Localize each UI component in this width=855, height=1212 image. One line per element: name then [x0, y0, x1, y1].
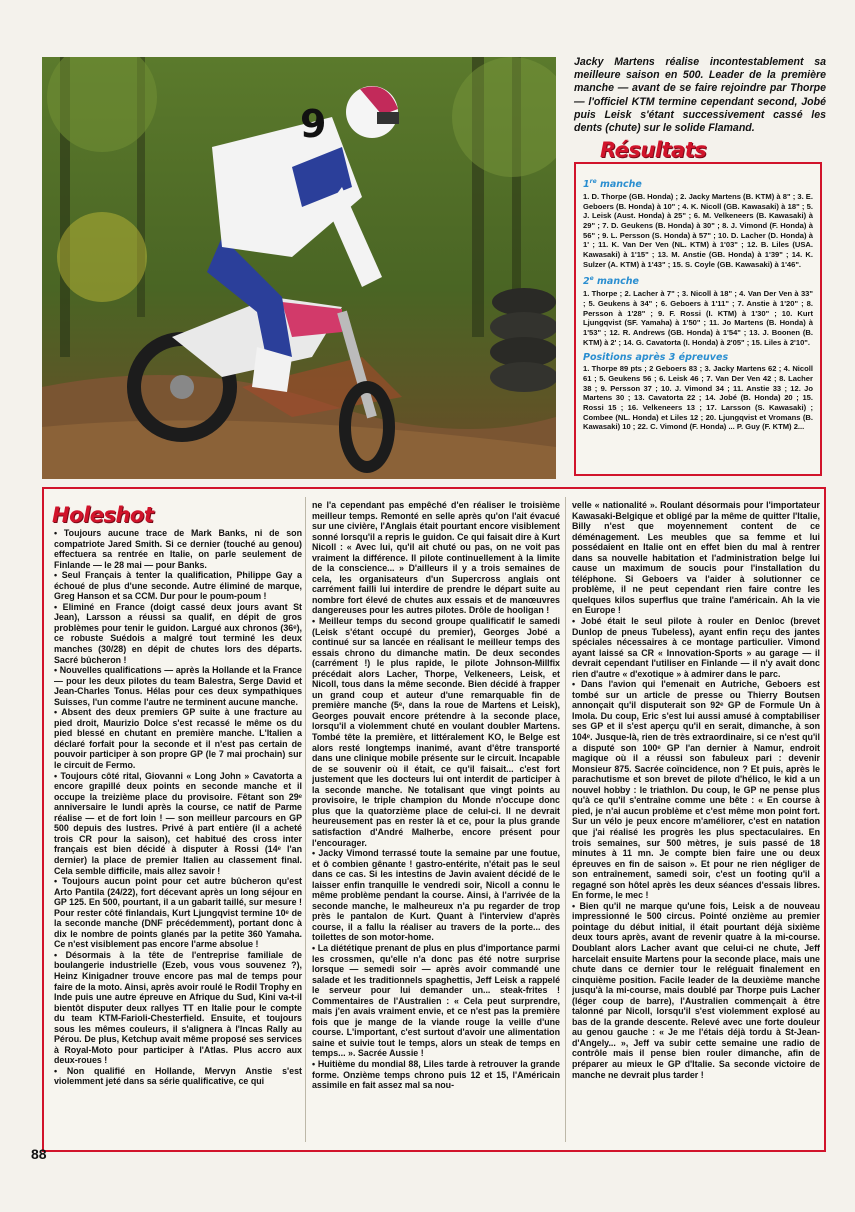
paragraph: • Meilleur temps du second groupe qualificatif le samedi (Leisk s'étant occupé du premier), Georges Jobé a continué sur sa lancée en réalisant le meilleur temps des essais chrono du dimanche matin. De deux secondes (carrément !) le plus rapide, le pilote Johnson-Millfix précédait alors Lacher, Thorpe, Velkeneers, Leisk, et Nicoll, tous dans la même seconde. Bien décidé à frapper un grand coup et auteur d'une remarquable fin de première manche (5ᵉ, dans la roue de Martens et Leisk), Georges pouvait encore prétendre à la seconde place, lorsqu'il a violemment chuté en voulant doubler Martens. Tombé tête la première, et littéralement KO, le Belge est alors resté longtemps inanimé, avant d'être transporté dans une clinique mobile présente sur le circuit. Incapable de se souvenir où il était, ce qu'il faisait... c'est fort justement que les docteurs lui ont interdit de participer à la seconde manche. Ne totalisant que vingt points au provisoire, le triple champion du Monde n'occupe donc plus que la quatorzième place de celui-ci. Il ne devrait heureusement pas en rester là et ce, pour la plus grande satisfaction d'André Malherbe, encore présent pour l'encourager.: [312, 616, 560, 848]
paragraph: • Absent des deux premiers GP suite à une fracture au pied droit, Maurizio Dolce s'est recassé le même os du pied blessé en chutant en première manche. L'Italien a déclaré forfait pour la seconde et il n'est pas certain de pouvoir participer à son propre GP (le 7 mai prochain) sur le circuit de Fermo.: [54, 707, 302, 771]
svg-text:9: 9: [300, 102, 327, 146]
paragraph: • Nouvelles qualifications — après la Hollande et la France — pour les deux pilotes du team Balestra, Serge David et Jean-Charles Tonus. Hélas pour ces deux sympathiques Suisses, l'un comme l'autre ne terminent aucune manche.: [54, 665, 302, 707]
results-manche-2: 1. Thorpe ; 2. Lacher à 7" ; 3. Nicoll à 18" ; 4. Van Der Ven à 33" ; 5. Geukens à 34" ; 6. Geboers à 1'11" ; 7. Anstie à 1'20" ; 8. Persson à 1'28" ; 9. F. Rossi (I. KTM) à 1'30" ; 10. Kurt Ljungqvist (SF. Yamaha) à 1'50" ; 11. Jo Martens (B. Honda) à 1'53" ; 12. R. Andrews (GB. Honda) à 1'54" ; 13. J. Boonen (B. KTM) à 2' ; 14. G. Cavatorta (I. Honda) à 2'05" ; 15. Liles à 2'10".: [583, 289, 813, 347]
page-number: 88: [31, 1146, 47, 1162]
paragraph: • Huitième du mondial 88, Liles tarde à retrouver la grande forme. Onzième temps chrono puis 12 et 15, l'Américain assimile en fait assez mal sa nou-: [312, 1058, 560, 1091]
results-title: Résultats: [600, 138, 707, 162]
results-heading-manche-1: 1re manche: [583, 178, 642, 191]
paragraph: • Non qualifié en Hollande, Mervyn Anstie s'est violemment jeté dans sa série qualificative, ce qui: [54, 1065, 302, 1087]
column-divider: [565, 497, 566, 1142]
paragraph: • La diététique prenant de plus en plus d'importance parmi les crossmen, qu'elle n'a donc pas été notre surprise lorsque — semedi soir — après avoir commandé une salade et les traditionnels spaghettis, Jeff Leisk a rappelé le serveur pour lui demander un... steak-frites ! Commentaires de l'Australien : « Cela peut surprendre, mais j'en avais vraiment envie, et ce n'est pas la première fois que je mange de la viande rouge la veille d'une course. L'important, c'est surtout d'avoir une alimentation saine et suivie tout le temps, alors un steak de temps en temps... ». Sacrée Aussie !: [312, 942, 560, 1059]
column-divider: [305, 497, 306, 1142]
results-manche-1: 1. D. Thorpe (GB. Honda) ; 2. Jacky Martens (B. KTM) à 8" ; 3. E. Geboers (B. Honda) à 10" ; 4. K. Nicoll (GB. Kawasaki) à 18" ; 5. J. Leisk (Aust. Honda) à 25" ; 6. M. Velkeneers (B. Kawasaki) à 29" ; 7. D. Geukens (B. Honda) à 30" ; 8. J. Vimond (F. Honda) à 56" ; 9. L. Persson (S. Honda) à 57" ; 10. D. Lacher (D. Honda) à 1' ; 11. K. Van Der Ven (NL. KTM) à 1'03" ; 12. B. Liles (USA. Kawasaki) à 1'15" ; 13. M. Anstie (GB. Honda) à 1'39" ; 14. K. Sulzer (A. KTM) à 1'43" ; 15. S. Coyle (GB. Kawasaki) à 1'46".: [583, 191, 813, 269]
paragraph: ne l'a cependant pas empêché d'en réaliser le troisième meilleur temps. Remonté en selle après qu'on l'ait évacué sur une civière, l'Anglais était pourtant encore visiblement sonné lorsqu'il a repris le guidon. Ce qui faisait dire à Kurt Nicoll : « Avec lui, qu'il ait chuté ou pas, on ne voit pas vraiment la différence. Il pilote continuellement à la limite de la conscience... » D'ailleurs il y a trois semaines de cela, les organisateurs d'un Supercross anglais ont carrément failli lui interdire de prendre le départ suite au nombre fort élevé de chutes aux essais et de manœuvres dangereuses pour les autres pilotes. Drôle de hooligan !: [312, 500, 560, 616]
article-column-1: [54, 528, 302, 1148]
paragraph: • Désormais à la tête de l'entreprise familiale de boulangerie industrielle (Ezeb, vous vous souvenez ?), Heinz Kinigadner trouve encore pas mal de temps pour faire de la moto. Ainsi, après avoir roulé le Rodil Trophy en Inde puis une autre épreuve en Afrique du Sud, Kini va-t-il bientôt disputer deux rallyes TT en Italie pour le compte du team KTM-Farioli-Chesterfield. Ensuite, et toujours sous les mêmes couleurs, il s'alignera à l'Incas Rally au Pérou. De plus, Ketchup avait même proposé ses services à Royal-Moto pour participer à l'Atlas. Plus accro aux deux-roues !: [54, 949, 302, 1066]
paragraph: • Jacky Vimond terrassé toute la semaine par une foutue, et ô combien gênante ! gastro-entérite, n'était pas le seul dans ce cas. Si les intestins de Javin avaient décidé de le laisser enfin tranquille le vendredi soir, Nicoll a connu le même problème pendant la course. Ainsi, à l'arrivée de la seconde manche, le malheureux n'a pu regarder de trop près le pantalon de Kurt. Quant à l'interview d'après course, il a fallu la réaliser au travers de la porte... des toilettes de son motor-home.: [312, 848, 560, 943]
results-heading-positions: Positions après 3 épreuves: [583, 351, 729, 363]
results-box: [574, 162, 822, 476]
article-title: Holeshot: [52, 503, 154, 527]
paragraph: • Dans l'avion qui l'emenait en Autriche, Geboers est tombé sur un article de presse ou Thierry Boutsen annonçait qu'il disputerait son 92ᵉ GP de Formule Un à Imola. Du coup, Eric s'est lui aussi amusé à comptabiliser ses GP et il s'est aperçu qu'il en serait, dimanche, à son 104ᵉ. Jusque-là, rien de très extraordinaire, si ce n'est qu'il a disputé son 100ᵉ GP l'an dernier à Namur, endroit magique où il a réussi son fabuleux pari : devenir Monsieur 875. Sacrée coïncidence, non ? Et puis, après le parachutisme et son brevet de pilote d'hélico, le kid a un nouvel hobby : le triathlon. Du coup, le GP ne pense plus qu'à ce qu'il s'entraîne comme une bête : « En course à pied, je n'ai aucun problème et c'est même mon point fort. Sur un vélo je peux encore m'améliorer, c'est en natation que j'ai réalisé les progrès les plus spectaculaires. En trois semaines, sur 500 mètres, je suis passé de 18 minutes à 11 mn. Je compte bien faire une ou deux épreuves en fin de saison ». Et pour ne rien négliger de son entraînement, samedi soir, c'est un footing qu'il a regagné son hôtel après les deux séances d'essais libres. En forme, le mec !: [572, 679, 820, 901]
results-heading-manche-2: 2e manche: [583, 275, 639, 288]
paragraph: • Jobé était le seul pilote à rouler en Denloc (brevet Dunlop de pneus Tubeless), ayant enfin reçu des jantes spéciales nécessaires à ce montage particulier. Vimond ayant laissé sa CR « Innovation-Sports » au garage — il devrait cependant l'utiliser en Finlande — il n'y avait donc rien d'autre « d'exotique » à admirer dans le parc.: [572, 616, 820, 679]
paragraph: velle « nationalité ». Roulant désormais pour l'importateur Kawasaki-Belgique et obligé par la même de quitter l'Italie, Billy n'est que moyennement content de ce déménagement. Les meubles que sa femme et lui possédaient en Italie ont en effet bien du mal à rentrer dans sa nouvelle habitation et l'administration belge lui cause un maximum de soucis pour l'installation du téléphone. Si Geboers va l'aider à solutionner ce problème, il ne peut cependant rien faire contre les quelques kilos superflus que traîne l'américain. Ah la vie en Europe !: [572, 500, 820, 616]
paragraph: • Bien qu'il ne marque qu'une fois, Leisk a de nouveau impressionné le 500 circus. Pointé onzième au premier pointage du début initial, il était pourtant déjà sixième deux tours après, avant de revenir quatre à la mi-course. Doublant alors Lacher avant que celui-ci ne chute, Jeff harcelait ensuite Martens pour la seconde place, mais une chute dans ce dernier tour le reléguait finalement en cinquième position. Facile leader de la deuxième manche jusqu'à la mi-course, mais doublé par Thorpe puis Lacher (léger coup de barre), l'Australien commençait à être talonné par Nicoll, lorsqu'il s'est violemment explosé au bas de la grande descente. Relevé avec une forte douleur au genou gauche : « Je me l'étais déjà tordu à St-Jean-d'Angely... », Jeff va subir cette semaine une radio de contrôle mais il pense bien rouler dimanche, afin de préparer au mieux le GP d'Italie. Sa seconde victoire de manche ne devrait plus tarder !: [572, 900, 820, 1080]
paragraph: • Eliminé en France (doigt cassé deux jours avant St Jean), Larsson a réussi sa qualif, en dépit de gros problèmes pour tenir le guidon. Largué aux chronos (36ᵉ), ce robuste Suédois a malgré tout terminé les deux manches (30/28) en dépit de chutes lors des départs. Sacré bûcheron !: [54, 601, 302, 665]
results-positions: 1. Thorpe 89 pts ; 2 Geboers 83 ; 3. Jacky Martens 62 ; 4. Nicoll 61 ; 5. Geukens 56 ; 6. Leisk 46 ; 7. Van Der Ven 42 ; 8. Lacher 38 ; 9. Persson 37 ; 10. J. Vimond 34 ; 11. Anstie 33 ; 12. Jo Martens 30 ; 13. Cavatorta 22 ; 14. Jobé (B. Honda) 20 ; 15. Rossi 15 ; 16. Velkeneers 13 ; 17. Larsson (S. Kawasaki) ; Combee (NL. Honda) et Liles 12 ; 20. Ljungqvist et Vromans (B. Kawasaki) 10 ; 22. C. Vimond (F. Honda) ... P. Guy (F. KTM) 2...: [583, 364, 813, 432]
paragraph: • Toujours aucune trace de Mark Banks, ni de son compatriote Jared Smith. Si ce dernier (touché au genou) effectuera sa rentrée en Italie, on parle seulement de Finlande — le 28 mai — pour Banks.: [54, 528, 302, 570]
paragraph: • Seul Français à tenter la qualification, Philippe Gay a échoué de plus d'une seconde. Autre éliminé de marque, Greg Hanson et sa CCM. Dur pour le poum-poum !: [54, 570, 302, 602]
photo-caption: Jacky Martens réalise incontestablement sa meilleure saison en 500. Leader de la première manche — avant de se faire rejoindre par Thorpe — l'officiel KTM termine cependant second, Jobé puis Leisk s'étant successivement cassé les dents (chute) sur le solide Flamand.: [574, 56, 826, 135]
article-column-2: [312, 500, 560, 1150]
paragraph: • Toujours aucun point pour cet autre bûcheron qu'est Arto Pantila (24/22), fort décevant après un long séjour en GP 125. En 500, pourtant, il a un gabarit taillé, sur mesure ! Pour rester côté finlandais, Kurt Ljungqvist termine 10ᵉ de la seconde manche (DNF précédemment), portant donc à dix le nombre de points glanés par la petite 360 Yamaha. Ce n'est visiblement pas encore l'arme absolue !: [54, 876, 302, 950]
paragraph: • Toujours côté rital, Giovanni « Long John » Cavatorta a encore grapillé deux points en seconde manche et il occupe la treizième place du provisoire. Fêtant son 29ᵉ anniversaire le lundi après la course, ce natif de Parme réalise — et de fort loin ! — son meilleur parcours en GP 500 depuis des lustres. Privé à part entière (il a acheté trois CR pour la saison), cet habitué des cross inter français est bien décidé à disputer à Rossi (14ᵉ l'an dernier) la place de premier Italien au classement final. Cela semble difficile, mais allez savoir !: [54, 770, 302, 876]
motocross-photo: [42, 57, 556, 479]
article-column-3: [572, 500, 820, 1150]
